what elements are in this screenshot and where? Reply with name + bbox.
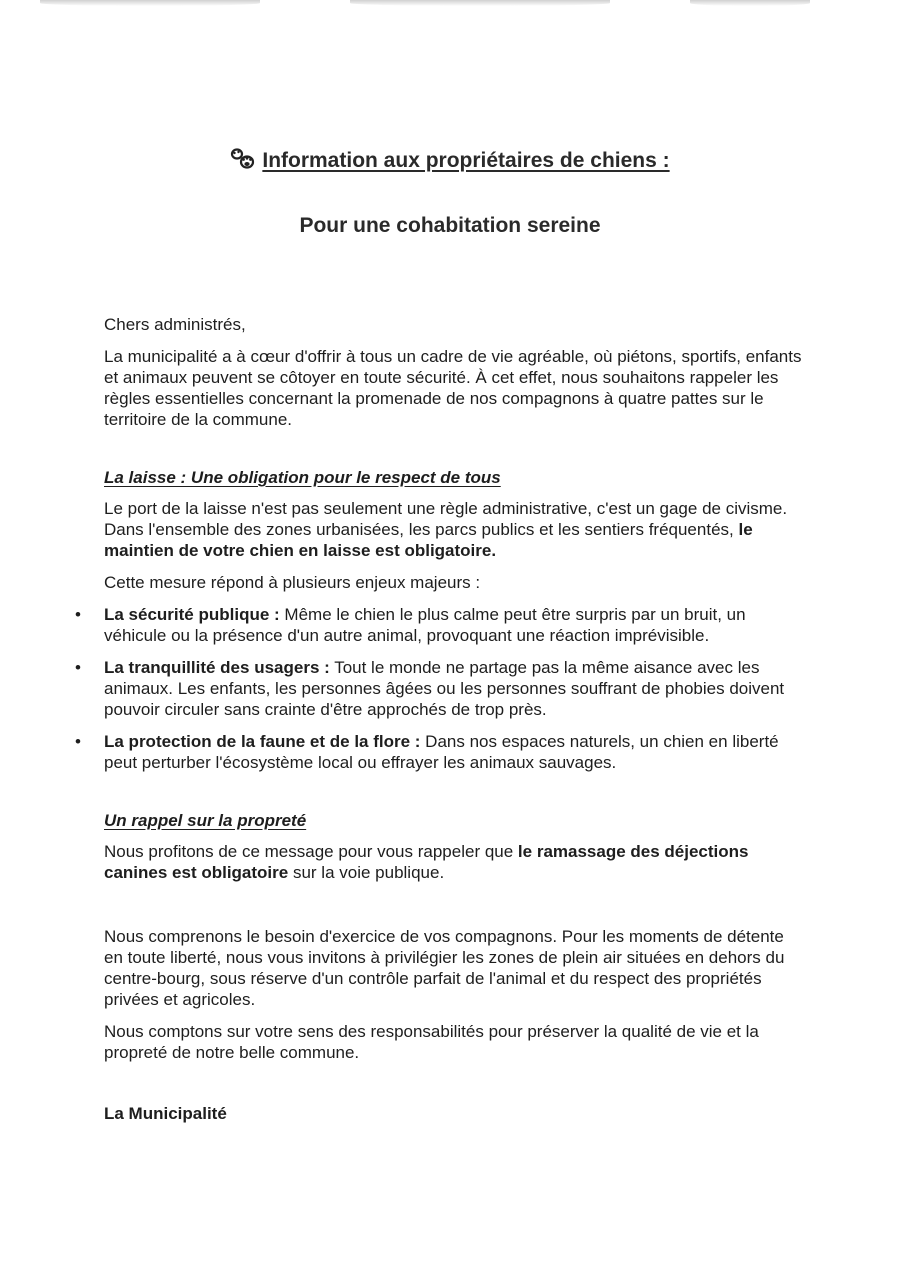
lead-in-text: Cette mesure répond à plusieurs enjeux majeurs : [104,573,481,592]
list-item [75,731,804,773]
bullet-text: Dans nos espaces naturels, un chien en liberté peut perturber l'écosystème local ou effrayer les animaux sauvages. [104,732,779,772]
cleanliness-paragraph [104,841,804,883]
scan-artifact [350,0,610,6]
signature: La Municipalité [104,1104,227,1123]
title-text: Information aux propriétaires de chiens : [262,149,670,172]
closing-paragraph-1: Nous comprenons le besoin d'exercice de vos compagnons. Pour les moments de détente en toute liberté, nous vous invitons à privilégier les zones de plein air situées en dehors du centre-bourg, sous réserve d'un contrôle parfait de l'animal et du respect des propriétés privées et agricoles. [104,927,785,1009]
closing-paragraph-2: Nous comptons sur votre sens des responsabilités pour préserver la qualité de vie et la propreté de notre belle commune. [104,1022,759,1062]
bullet-icon: • [75,732,81,751]
list-item [75,657,804,720]
section-heading-cleanliness: Un rappel sur la propreté [104,811,307,830]
leash-paragraph-bold: le maintien de votre chien en laisse est obligatoire. [104,520,753,560]
bullet-text: Même le chien le plus calme peut être surpris par un bruit, un véhicule ou la présence d'un autre animal, provoquant une réaction imprévisible. [104,605,746,645]
leash-paragraph [104,498,804,561]
bullet-text: Tout le monde ne partage pas la même aisance avec les animaux. Les enfants, les personnes âgées ou les personnes souffrant de phobies doivent pouvoir circuler sans crainte d'être approchés de trop près. [104,658,785,719]
scan-artifact [40,0,260,6]
bullet-label: La protection de la faune et de la flore : [104,732,421,751]
cleanliness-text-end: sur la voie publique. [288,863,445,882]
document-subtitle: Pour une cohabitation sereine [299,214,601,237]
paw-print-icon [230,146,256,170]
document-title [0,146,900,173]
bullet-icon: • [75,658,81,677]
leash-paragraph-text: Le port de la laisse n'est pas seulement une règle administrative, c'est un gage de civisme. Dans l'ensemble des zones urbanisées, les parcs publics et les sentiers fréquentés, [104,499,788,539]
greeting: Chers administrés, [104,315,246,334]
bullet-label: La sécurité publique : [104,605,280,624]
cleanliness-text-bold: le ramassage des déjections canines est obligatoire [104,842,749,882]
bullet-icon: • [75,605,81,624]
scan-artifact [690,0,810,6]
list-item [75,604,804,646]
section-heading-leash: La laisse : Une obligation pour le respect de tous [104,468,501,487]
intro-paragraph: La municipalité a à cœur d'offrir à tous un cadre de vie agréable, où piétons, sportifs, enfants et animaux peuvent se côtoyer en toute sécurité. À cet effet, nous souhaitons rappeler les règles essentielles concernant la promenade de nos compagnons à quatre pattes sur le territoire de la commune. [104,347,802,429]
bullet-label: La tranquillité des usagers : [104,658,330,677]
cleanliness-text-start: Nous profitons de ce message pour vous rappeler que [104,842,518,861]
